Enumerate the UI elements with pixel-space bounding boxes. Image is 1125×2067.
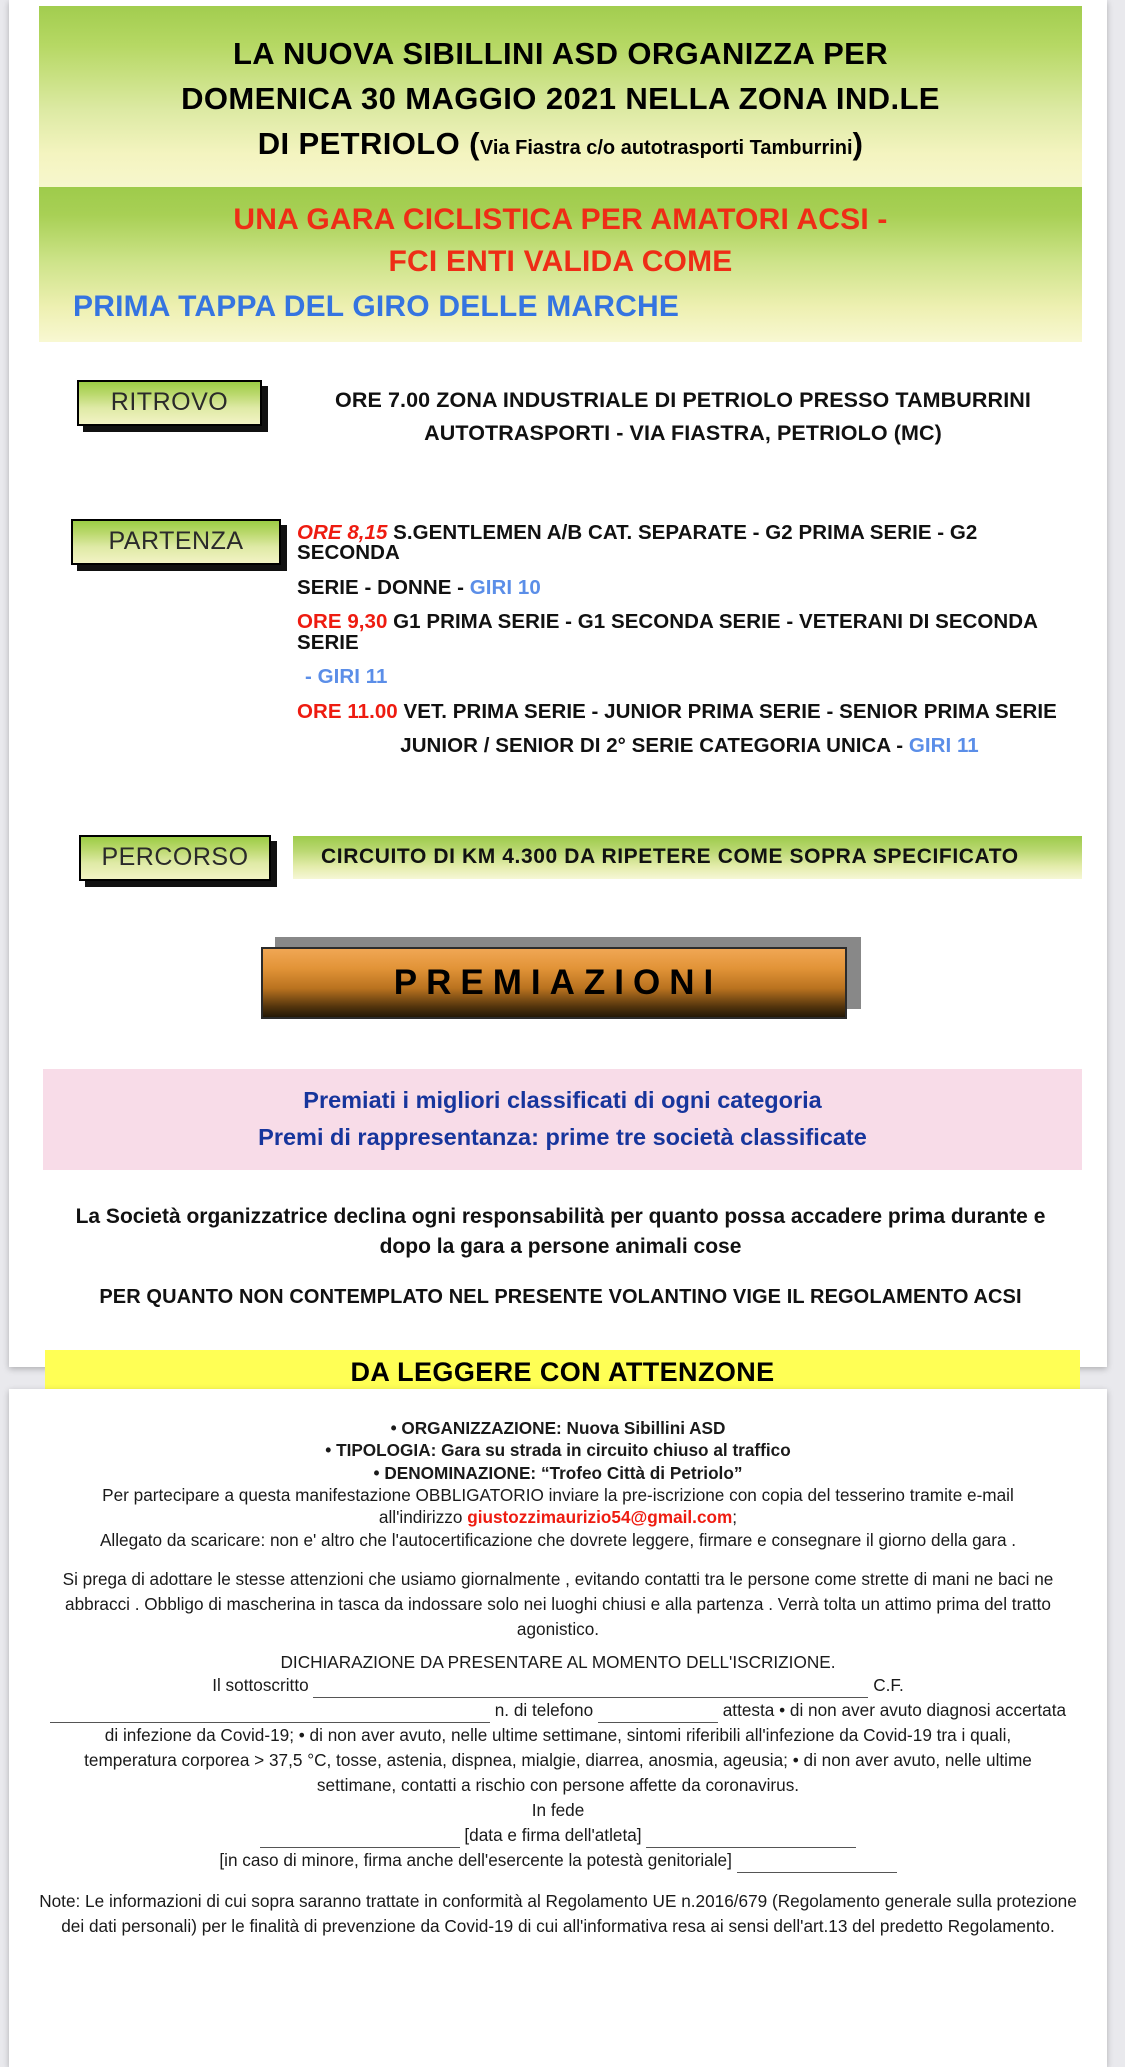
partenza-row (297, 736, 1082, 757)
form-body-line-2: temperatura corporea > 37,5 °C, tosse, astenia, dispnea, mialgie, diarrea, anosmia, ageusia; • di non aver avuto, nelle ultime (84, 1750, 1032, 1771)
preiscrizione-line-1: Per partecipare a questa manifestazione OBBLIGATORIO inviare la pre-iscrizione con copia del tesserino tramite e-mail (102, 1485, 1014, 1506)
bullet-tipologia (35, 1439, 1081, 1461)
dichiarazione-title: DICHIARAZIONE DA PRESENTARE AL MOMENTO DELL'ISCRIZIONE. (280, 1651, 836, 1672)
bullet-label: • ORGANIZZAZIONE: (390, 1418, 562, 1438)
partenza-row (297, 667, 1082, 688)
ritrovo-body (262, 380, 1082, 451)
partenza-laps: GIRI 11 (317, 665, 388, 689)
allegato-line: Allegato da scaricare: non e' altro che l'autocertificazione che dovrete leggere, firmare e consegnare il giorno della gara . (99, 1529, 1017, 1550)
band-red-line-2: FCI ENTI VALIDA COME (388, 245, 733, 279)
form-line-firma-atleta (35, 1823, 1081, 1848)
partenza-body (281, 519, 1082, 771)
in-fede-label: In fede (531, 1800, 585, 1821)
partenza-row (297, 699, 1082, 723)
firma-minore-field[interactable] (737, 1855, 897, 1873)
ritrovo-line-1: ORE 7.00 ZONA INDUSTRIALE DI PETRIOLO PRESSO TAMBURRINI (335, 388, 1031, 412)
tag-ritrovo: RITROVO (77, 380, 262, 426)
attention-band: DA LEGGERE CON ATTENZONE (45, 1350, 1080, 1396)
spacer (35, 1551, 1081, 1567)
partenza-categories: S.GENTLEMEN A/B CAT. SEPARATE - G2 PRIMA SERIE - G2 SECONDA (297, 520, 978, 565)
partenza-dash: - (305, 665, 312, 689)
partenza-categories: JUNIOR / SENIOR DI 2° SERIE CATEGORIA UNICA - (400, 734, 904, 758)
bullet-denominazione (35, 1462, 1081, 1484)
form-line-firma-minore (35, 1848, 1081, 1873)
bullet-label: • TIPOLOGIA: (325, 1440, 437, 1461)
form-body-line-1: di infezione da Covid-19; • di non aver avuto, nelle ultime settimane, sintomi riferibili all'infezione da Covid-19 tra i quali, (104, 1725, 1012, 1746)
bullet-label: • DENOMINAZIONE: (373, 1462, 537, 1483)
flyer-content (39, 6, 1082, 1396)
premiazioni-banner-wrap (261, 937, 861, 1021)
flyer-header-block (39, 6, 1082, 187)
disclaimer-line-1: La Società organizzatrice declina ogni responsabilità per quanto possa accadere prima durante e (75, 1204, 1046, 1228)
header-line-3-venue: Via Fiastra c/o autotrasporti Tamburrini (479, 136, 853, 159)
band-red-line-1: UNA GARA CICLISTICA PER AMATORI ACSI - (233, 202, 888, 236)
partenza-laps: GIRI 10 (469, 575, 541, 599)
sottoscritto-field[interactable] (313, 1680, 868, 1698)
partenza-categories: G1 PRIMA SERIE - G1 SECONDA SERIE - VETERANI DI SECONDA SERIE (297, 610, 1038, 654)
tag-partenza: PARTENZA (71, 519, 281, 565)
firma-minore-label: [in caso di minore, firma anche dell'esercente la potestà genitoriale] (219, 1849, 732, 1870)
page2-content (35, 1417, 1081, 1939)
sottoscritto-label: Il sottoscritto (212, 1675, 309, 1696)
bullet-value: Gara su strada in circuito chiuso al traffico (436, 1440, 791, 1461)
section-ritrovo (39, 380, 1082, 451)
data-field[interactable] (260, 1830, 460, 1848)
premi-line-2: Premi di rappresentanza: prime tre società classificate (258, 1124, 867, 1151)
partenza-categories: SERIE - DONNE - (297, 575, 465, 599)
bullet-organizzazione (35, 1417, 1081, 1439)
cf-label: C.F. (873, 1675, 904, 1696)
telefono-field[interactable] (598, 1705, 718, 1723)
partenza-time: ORE 9,30 (297, 610, 388, 634)
partenza-row (297, 575, 1082, 599)
contact-email[interactable]: giustozzimaurizio54@gmail.com (467, 1507, 733, 1528)
partenza-row (297, 520, 1082, 565)
header-line-3-main: DI PETRIOLO ( (257, 125, 480, 161)
preiscrizione-prefix: all'indirizzo (378, 1507, 468, 1528)
preiscrizione-line-2 (35, 1506, 1081, 1528)
form-line-telefono (35, 1698, 1081, 1723)
bullet-value: Nuova Sibillini ASD (561, 1418, 726, 1438)
premiazioni-banner: PREMIAZIONI (261, 947, 847, 1019)
premi-line-1: Premiati i migliori classificati di ogni categoria (303, 1086, 822, 1113)
firma-atleta-label: [data e firma dell'atleta] (464, 1824, 642, 1845)
header-line-2: DOMENICA 30 MAGGIO 2021 NELLA ZONA IND.LE (181, 80, 940, 116)
partenza-laps: GIRI 11 (908, 734, 979, 758)
section-partenza (39, 519, 1082, 771)
document-page-2 (9, 1389, 1107, 2067)
firma-atleta-field[interactable] (646, 1830, 856, 1848)
telefono-label: n. di telefono (494, 1700, 594, 1721)
form-body-line-3: settimane, contatti a rischio con persone affette da coronavirus. (316, 1775, 800, 1796)
premiazioni-details (43, 1069, 1082, 1170)
disclaimer-line-3: PER QUANTO NON CONTEMPLATO NEL PRESENTE VOLANTINO VIGE IL REGOLAMENTO ACSI (99, 1285, 1022, 1308)
section-premiazioni (39, 937, 1082, 1021)
percorso-text: CIRCUITO DI KM 4.300 DA RIPETERE COME SOPRA SPECIFICATO (293, 836, 1082, 879)
privacy-note: Note: Le informazioni di cui sopra saranno trattate in conformità al Regolamento UE n.2016/679 (Regolamento generale sulla protezione dei dati personali) per le finalità di prevenzione da Covid-19 di cui all'informativa resa ai sensi dell'art.13 del predetto Regolamento. (39, 1890, 1077, 1936)
spacer (35, 1642, 1081, 1651)
attesta-label: attesta • di non aver avuto diagnosi accertata (722, 1700, 1067, 1721)
flyer-subtitle-band (39, 187, 1082, 342)
precauzioni-paragraph: Si prega di adottare le stesse attenzioni che usiamo giornalmente , evitando contatti tra le persone come strette di mani ne baci ne abbracci . Obbligo di mascherina in tasca da indossare solo nei luoghi chiusi e alla partenza . Verrà tolta un attimo prima del tratto agonistico. (62, 1569, 1054, 1640)
bullet-value: “Trofeo Città di Petriolo” (536, 1462, 743, 1483)
partenza-time: ORE 11.00 (297, 699, 398, 723)
spacer (35, 1873, 1081, 1889)
tag-percorso: PERCORSO (79, 835, 271, 881)
cf-field[interactable] (50, 1705, 490, 1723)
partenza-time: ORE 8,15 (297, 520, 388, 544)
section-disclaimer (39, 1202, 1082, 1312)
disclaimer-line-2: dopo la gara a persone animali cose (379, 1235, 742, 1259)
partenza-categories: VET. PRIMA SERIE - JUNIOR PRIMA SERIE - SENIOR PRIMA SERIE (403, 699, 1057, 723)
partenza-row (297, 612, 1082, 653)
document-page-1 (9, 0, 1107, 1387)
preiscrizione-suffix: ; (732, 1507, 738, 1528)
section-percorso (39, 835, 1082, 881)
header-line-3-close: ) (852, 125, 864, 161)
ritrovo-line-2: AUTOTRASPORTI - VIA FIASTRA, PETRIOLO (MC) (424, 421, 942, 446)
form-line-sottoscritto (35, 1673, 1081, 1698)
band-blue-line: PRIMA TAPPA DEL GIRO DELLE MARCHE (73, 290, 680, 323)
header-line-1: LA NUOVA SIBILLINI ASD ORGANIZZA PER (232, 36, 889, 71)
header-line-3 (73, 122, 1048, 167)
